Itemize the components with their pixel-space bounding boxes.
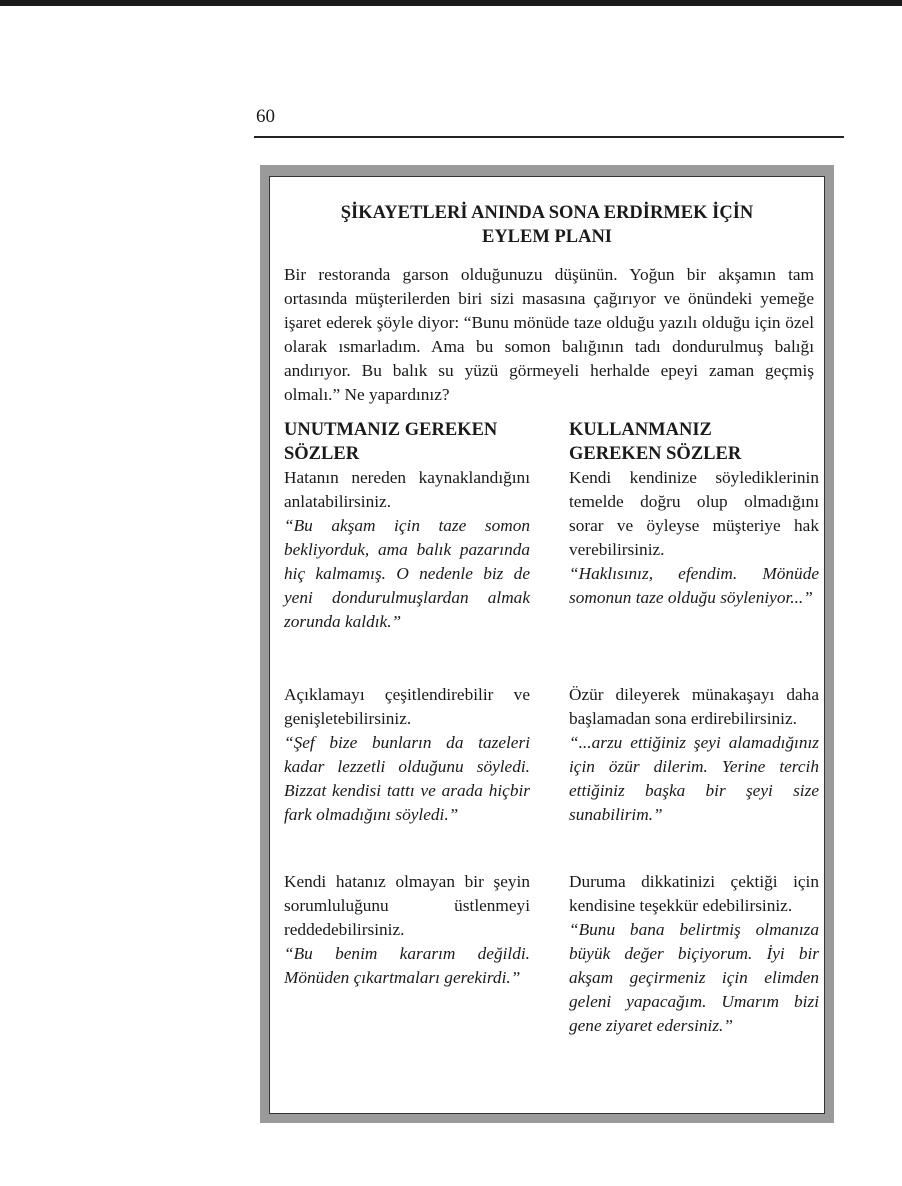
left-item-3 — [284, 870, 530, 990]
page-number: 60 — [256, 106, 275, 127]
left-heading — [284, 418, 530, 466]
right-heading-line2: GEREKEN SÖZLER — [569, 444, 742, 464]
right-item-3-quote: “Bunu bana belirtmiş olmanıza büyük değer biçiyorum. İyi bir akşam geçirmeniz için elimden geleni yapacağım. Umarım bizi gene ziyaret edersiniz.” — [569, 920, 819, 1035]
right-item-2-text: Özür dileyerek münakaşayı daha başlamadan sona erdirebilirsiniz. — [569, 685, 819, 728]
intro-paragraph: Bir restoranda garson olduğunuzu düşünün. Yoğun bir akşamın tam ortasında müşterilerden biri sizi masasına çağırıyor ve önündeki yemeğe işaret ederek şöyle diyor: “Bunu mönüde taze olduğu yazılı olduğu için özel olarak ısmarladım. Ama bu somon balığının tadı dondurulmuş balığı andırıyor. Bu balık su yüzü görmeyeli herhalde epeyi zaman geçmiş olmalı.” Ne yapardınız? — [284, 265, 814, 404]
action-plan-box — [260, 165, 834, 1123]
box-title-line2: EYLEM PLANI — [481, 227, 613, 247]
left-item-1-text: Hatanın nereden kaynaklandığını anlatabilirsiniz. — [284, 468, 530, 511]
right-heading-line1: KULLANMANIZ — [569, 420, 712, 440]
left-item-2-quote: “Şef bize bunların da tazeleri kadar lezzetli olduğunu söyledi. Bizzat kendisi tattı ve arada hiçbir fark olmadığını söyledi.” — [284, 733, 530, 824]
right-item-2 — [569, 683, 819, 827]
left-item-1-quote: “Bu akşam için taze somon bekliyorduk, ama balık pazarında hiç kalmamış. O nedenle biz de yeni dondurulmuşlardan almak zorunda kaldık.” — [284, 516, 530, 631]
left-item-1 — [284, 466, 530, 634]
right-item-2-quote: “...arzu ettiğiniz şeyi alamadığınız için özür dilerim. Yerine tercih ettiğiniz başka bir şeyi size sunabilirim.” — [569, 733, 819, 824]
left-item-3-text: Kendi hatanız olmayan bir şeyin sorumluluğunu üstlenmeyi reddedebilirsiniz. — [284, 872, 530, 939]
right-heading — [569, 418, 819, 466]
right-item-3 — [569, 870, 819, 1038]
left-item-3-quote: “Bu benim kararım değildi. Mönüden çıkartmaları gerekirdi.” — [284, 944, 530, 987]
left-heading-line1: UNUTMANIZ GEREKEN — [284, 420, 498, 440]
left-item-2-text: Açıklamayı çeşitlendirebilir ve genişletebilirsiniz. — [284, 685, 530, 728]
left-item-2 — [284, 683, 530, 827]
header-rule — [254, 136, 844, 138]
left-heading-line2: SÖZLER — [284, 444, 360, 464]
right-item-1-quote: “Haklısınız, efendim. Mönüde somonun taze olduğu söyleniyor...” — [569, 564, 819, 607]
right-item-1-text: Kendi kendinize söylediklerinin temelde doğru olup olmadığını sorar ve öyleyse müşteriye hak verebilirsiniz. — [569, 468, 819, 559]
right-item-3-text: Duruma dikkatinizi çektiği için kendisine teşekkür edebilirsiniz. — [569, 872, 819, 915]
box-title-line1: ŞİKAYETLERİ ANINDA SONA ERDİRMEK İÇİN — [340, 203, 754, 223]
box-title — [270, 201, 824, 249]
top-edge-rule — [0, 0, 902, 6]
box-inner-frame — [269, 176, 825, 1114]
right-item-1 — [569, 466, 819, 610]
